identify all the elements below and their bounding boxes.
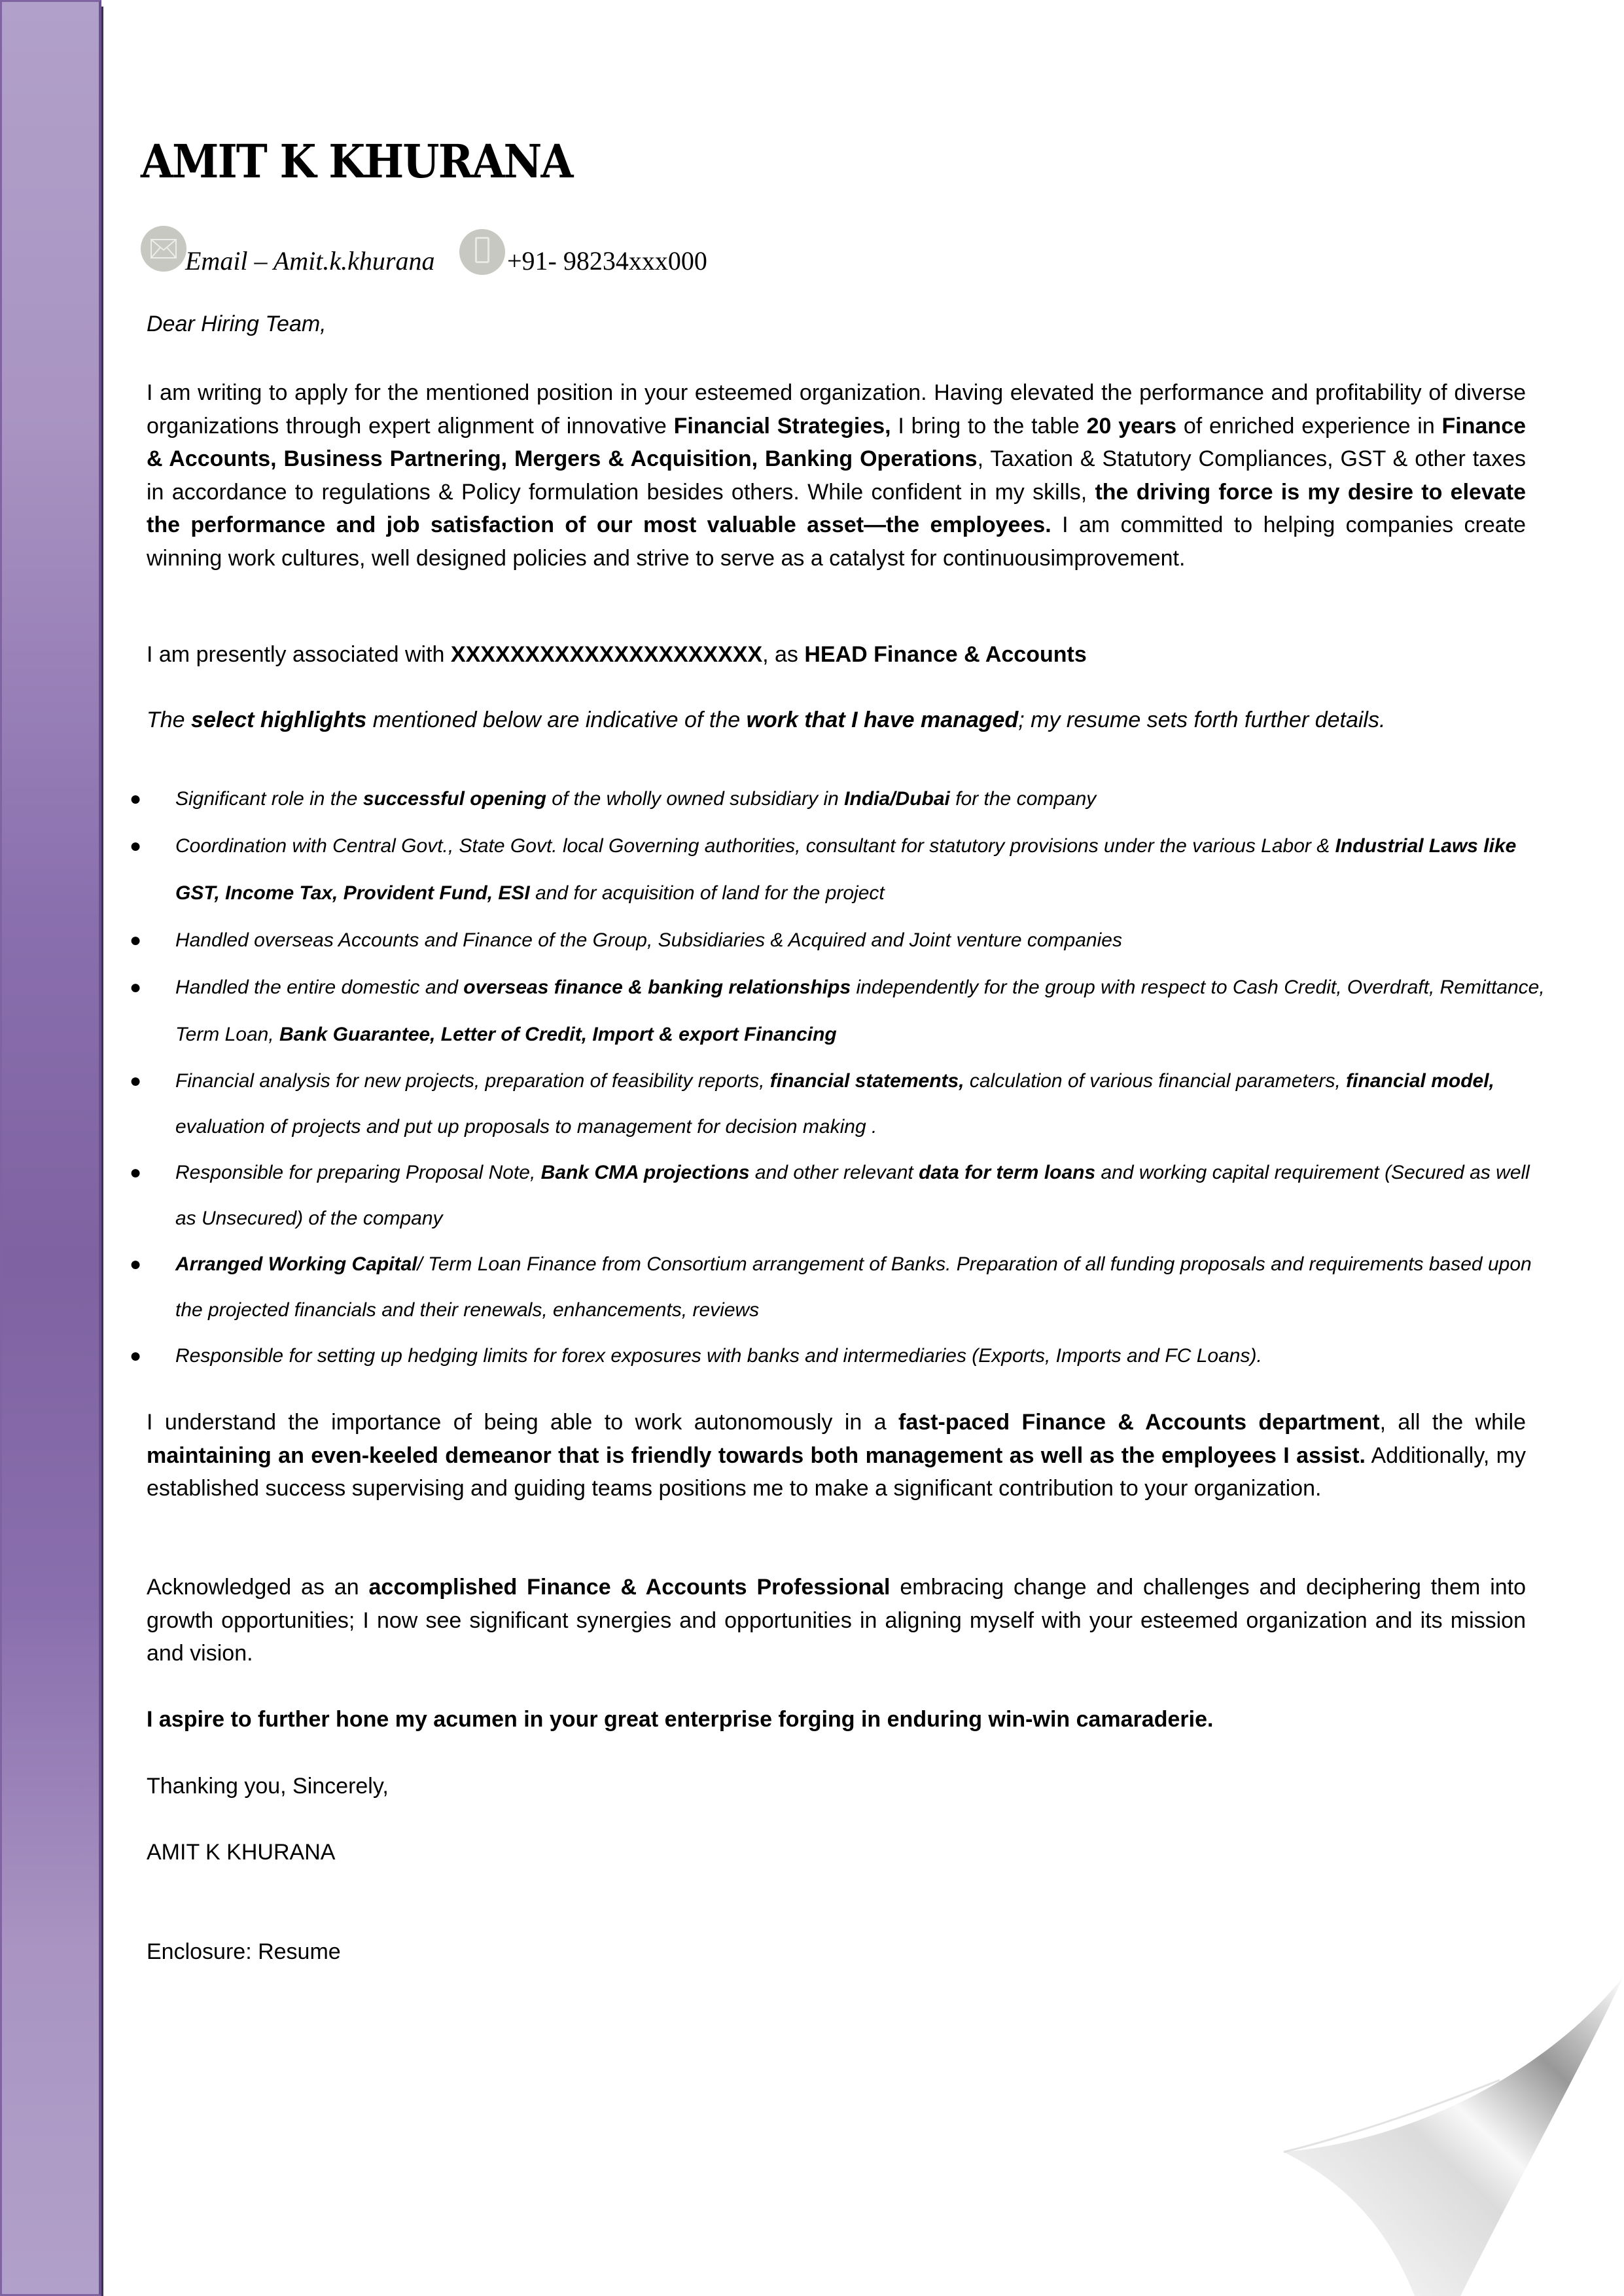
text-run: independently for the group with respect to Cash Credit, Overdraft, Remittance, Term Loan, — [175, 977, 1545, 1045]
current-position-paragraph — [147, 638, 1526, 672]
emphasized-text: India/Dubai — [844, 788, 950, 810]
highlights-intro-paragraph — [147, 704, 1526, 737]
mobile-phone-icon — [459, 229, 505, 275]
emphasized-text: work that I have managed — [746, 708, 1019, 732]
bullet-icon: ● — [130, 788, 142, 810]
decorative-sidebar — [0, 0, 101, 2296]
text-run: Additionally, my established success supervising and guiding teams positions me to make a significant contribution to your organization. — [147, 1443, 1526, 1501]
text-run: and for acquisition of land for the project — [529, 882, 885, 904]
highlight-item — [124, 776, 1551, 823]
highlight-text — [175, 929, 1122, 951]
text-run: , as — [762, 642, 805, 667]
professional-summary-paragraph — [147, 1571, 1526, 1670]
text-run: I am writing to apply for the mentioned position in your esteemed organization. Having elevated the performance and profitability of diverse organizations through expert alignment of innovative — [147, 380, 1526, 439]
highlight-item — [124, 1058, 1551, 1150]
highlight-item — [124, 964, 1551, 1058]
emphasized-text: 20 years — [1086, 413, 1177, 439]
text-run: , Taxation & Statutory Compliances, GST & other taxes in accordance to regulations & Policy formulation besides others. While confident in my skills, — [147, 446, 1526, 505]
emphasized-text: financial statements, — [769, 1070, 964, 1092]
text-run: ; my resume sets forth further details. — [1018, 708, 1386, 732]
text-run: Financial analysis for new projects, preparation of feasibility reports, — [175, 1070, 770, 1092]
highlight-text — [175, 1253, 1532, 1321]
bullet-icon: ● — [130, 1162, 142, 1183]
phone-number-text: +91- 98234xxx000 — [507, 246, 707, 276]
text-run: I am committed to helping companies create winning work cultures, well designed policies and strive to serve as a catalyst for continuousimprovement. — [147, 512, 1527, 571]
text-run: and other relevant — [749, 1162, 919, 1183]
text-run: for the company — [949, 788, 1097, 810]
emphasized-text: accomplished Finance & Accounts Professional — [368, 1575, 891, 1600]
text-run: , all the while — [1379, 1410, 1527, 1435]
emphasized-text: Financial Strategies, — [673, 413, 891, 439]
text-run: Responsible for preparing Proposal Note, — [175, 1162, 541, 1183]
bullet-icon: ● — [130, 1345, 142, 1367]
highlight-text — [175, 1070, 1494, 1138]
text-run: The — [147, 708, 192, 732]
emphasized-text: Bank Guarantee, Letter of Credit, Import & export Financing — [279, 1024, 837, 1045]
highlights-list — [124, 776, 1551, 1379]
bullet-icon: ● — [130, 1070, 142, 1092]
emphasized-text: I aspire to further hone my acumen in your great enterprise forging in enduring win-win camaraderie. — [147, 1707, 1214, 1732]
text-run: Responsible for setting up hedging limits for forex exposures with banks and intermediaries (Exports, Imports and FC Loans). — [175, 1345, 1262, 1367]
highlight-item — [124, 1150, 1551, 1242]
highlight-item — [124, 1333, 1551, 1379]
signature-name: AMIT K KHURANA — [147, 1840, 336, 1865]
envelope-glyph — [150, 239, 177, 259]
envelope-icon — [141, 226, 186, 272]
work-style-paragraph — [147, 1406, 1526, 1505]
text-run: I understand the importance of being able to work autonomously in a — [147, 1410, 899, 1435]
email-text: Email – Amit.k.khurana — [185, 246, 435, 276]
text-run: of enriched experience in — [1176, 413, 1442, 439]
highlight-item — [124, 917, 1551, 964]
text-run: calculation of various financial parameters, — [964, 1070, 1347, 1092]
bullet-icon: ● — [130, 929, 142, 951]
text-run: mentioned below are indicative of the — [366, 708, 747, 732]
emphasized-text: financial model, — [1346, 1070, 1494, 1092]
emphasized-text: successful opening — [362, 788, 546, 810]
highlight-item — [124, 823, 1551, 917]
emphasized-text: Arranged Working Capital — [175, 1253, 417, 1275]
phone-glyph — [475, 237, 489, 263]
bullet-icon: ● — [130, 835, 142, 857]
emphasized-text: maintaining an even-keeled demeanor that is friendly towards both management as well as the employees I assist. — [147, 1443, 1366, 1468]
text-run: Handled the entire domestic and — [175, 977, 464, 998]
bullet-icon: ● — [130, 977, 142, 998]
text-run: I am presently associated with — [147, 642, 451, 667]
text-run: Handled overseas Accounts and Finance of the Group, Subsidiaries & Acquired and Joint venture companies — [175, 929, 1122, 951]
emphasized-text: overseas finance & banking relationships — [463, 977, 851, 998]
emphasized-text: HEAD Finance & Accounts — [804, 642, 1087, 667]
bullet-icon: ● — [130, 1253, 142, 1275]
highlight-item — [124, 1242, 1551, 1333]
closing-line: Thanking you, Sincerely, — [147, 1774, 389, 1799]
intro-paragraph — [147, 376, 1526, 575]
page-curl-decoration — [1218, 1890, 1624, 2296]
text-run: embracing change and challenges and deciphering them into growth opportunities; I now see significant synergies and opportunities in aligning myself with your esteemed organization and its mission and vision. — [147, 1575, 1527, 1666]
text-run: and working capital requirement (Secured as well as Unsecured) of the company — [175, 1162, 1530, 1229]
text-run: Coordination with Central Govt., State Govt. local Governing authorities, consultant for statutory provisions under the various Labor & — [175, 835, 1335, 857]
aspiration-statement — [147, 1703, 1526, 1736]
text-run: evaluation of projects and put up proposals to management for decision making . — [175, 1116, 877, 1138]
highlight-text — [175, 1345, 1262, 1367]
emphasized-text: Finance & Accounts, Business Partnering, Mergers & Acquisition, Banking Operations — [147, 413, 1527, 471]
highlight-text — [175, 835, 1516, 904]
text-run: Acknowledged as an — [147, 1575, 369, 1600]
emphasized-text: Industrial Laws like GST, Income Tax, Provident Fund, ESI — [175, 835, 1517, 904]
enclosure-line: Enclosure: Resume — [147, 1939, 341, 1964]
emphasized-text: fast-paced Finance & Accounts department — [898, 1410, 1380, 1435]
text-run: I bring to the table — [891, 413, 1087, 439]
emphasized-text: the driving force is my desire to elevate the performance and job satisfaction of our most valuable asset—the employees. — [147, 479, 1526, 537]
text-run: / Term Loan Finance from Consortium arrangement of Banks. Preparation of all funding proposals and requirements based upon the projected financials and their renewals, enhancements, reviews — [175, 1253, 1532, 1321]
highlight-text — [175, 788, 1096, 810]
applicant-name-heading: AMIT K KHURANA — [141, 134, 573, 188]
text-run: of the wholly owned subsidiary in — [546, 788, 845, 810]
sidebar-edge-line — [101, 7, 103, 2296]
emphasized-text: select highlights — [191, 708, 367, 732]
emphasized-text: data for term loans — [919, 1162, 1096, 1183]
salutation: Dear Hiring Team, — [147, 312, 327, 336]
emphasized-text: Bank CMA projections — [540, 1162, 750, 1183]
highlight-text — [175, 1162, 1530, 1229]
highlight-text — [175, 977, 1545, 1045]
emphasized-text: XXXXXXXXXXXXXXXXXXXXX — [450, 642, 763, 667]
text-run: Significant role in the — [175, 788, 363, 810]
